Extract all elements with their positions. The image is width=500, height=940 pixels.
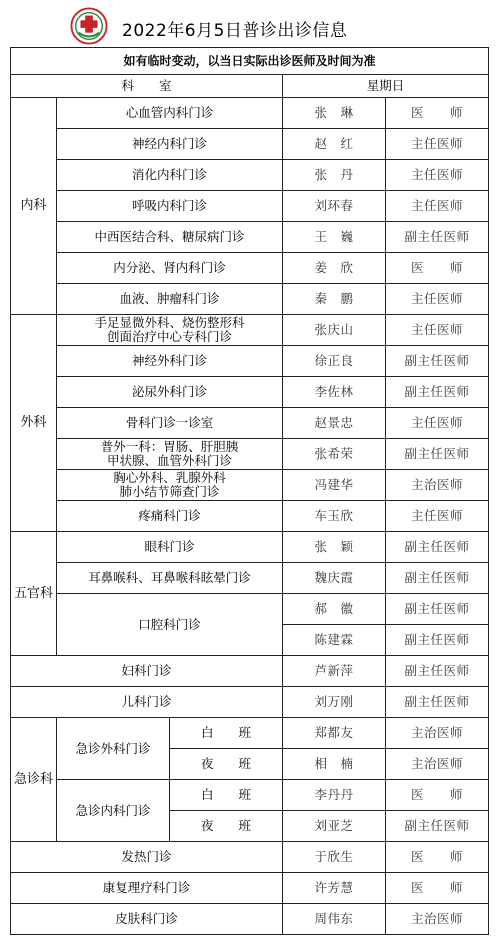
table-row [11,346,489,377]
category-waike: 外科 [11,315,57,532]
dept-name: 疼痛科门诊 [57,501,283,532]
table-row [11,842,489,873]
doctor-name: 周伟东 [283,904,386,935]
doctor-name: 李佐林 [283,377,386,408]
doctor-title: 主治医师 [386,749,489,780]
dept-name-line: 创面治疗中心专科门诊 [106,329,232,344]
doctor-name: 张 颖 [283,532,386,563]
doctor-title: 主任医师 [386,408,489,439]
doctor-title: 医 师 [386,253,489,284]
doctor-title: 医 师 [386,842,489,873]
header-row [11,75,489,98]
dept-name: 血液、肿瘤科门诊 [57,284,283,315]
doctor-title: 副主任医师 [386,439,489,470]
doctor-title: 主任医师 [386,160,489,191]
doctor-name: 冯建华 [283,470,386,501]
dept-name: 儿科门诊 [11,687,283,718]
table-row [11,656,489,687]
dept-name-line: 甲状腺、血管外科门诊 [106,453,232,468]
doctor-title: 副主任医师 [386,222,489,253]
doctor-name: 刘亚芝 [283,811,386,842]
dept-name: 皮肤科门诊 [11,904,283,935]
table-row [11,253,489,284]
doctor-name: 秦 鹏 [283,284,386,315]
dept-name: 急诊内科门诊 [75,802,151,818]
shift-label-night: 夜 班 [200,756,251,771]
doctor-name: 刘万刚 [283,687,386,718]
doctor-title: 主治医师 [386,718,489,749]
doctor-title: 主任医师 [386,315,489,346]
dept-name-line: 手足显微外科、烧伤整形科 [94,315,245,330]
doctor-title: 副主任医师 [386,594,489,625]
category-neike: 内科 [11,98,57,315]
doctor-name: 相 楠 [283,749,386,780]
dept-name: 发热门诊 [11,842,283,873]
doctor-name: 许芳慧 [283,873,386,904]
shift-label-night: 夜 班 [200,818,251,833]
dept-name: 口腔科门诊 [57,594,283,656]
doctor-name: 于欣生 [283,842,386,873]
dept-name: 妇科门诊 [11,656,283,687]
doctor-title: 主任医师 [386,284,489,315]
doctor-title: 副主任医师 [386,625,489,656]
doctor-name: 车玉欣 [283,501,386,532]
doctor-title: 副主任医师 [386,377,489,408]
table-row [11,563,489,594]
doctor-title: 主任医师 [386,191,489,222]
doctor-title: 主治医师 [386,470,489,501]
column-header-weekday: 星期日 [283,75,489,98]
table-row [11,160,489,191]
dept-name: 急诊外科门诊 [75,740,151,756]
notice-row [11,48,489,75]
doctor-name: 芦新萍 [283,656,386,687]
shift-column [169,718,282,779]
table-row [11,501,489,532]
doctor-name: 徐正良 [283,346,386,377]
table-row [11,470,489,501]
doctor-name: 陈建霖 [283,625,386,656]
doctor-title: 副主任医师 [386,563,489,594]
doctor-title: 主任医师 [386,129,489,160]
dept-name: 眼科门诊 [57,532,283,563]
table-row [11,687,489,718]
dept-name: 神经外科门诊 [57,346,283,377]
doctor-name: 刘环春 [283,191,386,222]
notice-text: 如有临时变动，以当日实际出诊医师及时间为准 [11,48,489,75]
dept-name-line: 普外一科：胃肠、肝胆胰 [100,439,239,454]
table-row [11,594,489,625]
dept-name: 中西医结合科、糖尿病门诊 [57,222,283,253]
category-jizhen: 急诊科 [11,718,57,842]
doctor-title: 副主任医师 [386,687,489,718]
table-row [11,129,489,160]
dept-name: 神经内科门诊 [57,129,283,160]
doctor-name: 张 琳 [283,98,386,129]
dept-name: 消化内科门诊 [57,160,283,191]
dept-name [57,470,283,501]
doctor-title: 主任医师 [386,501,489,532]
doctor-name: 张庆山 [283,315,386,346]
dept-name: 耳鼻喉科、耳鼻喉科眩晕门诊 [57,563,283,594]
doctor-name: 张希荣 [283,439,386,470]
hospital-emblem-icon [70,7,108,45]
table-row [11,873,489,904]
doctor-title: 医 师 [386,98,489,129]
table-row [11,718,489,749]
table-row [11,222,489,253]
doctor-name: 王 巍 [283,222,386,253]
table-row [11,408,489,439]
doctor-title: 副主任医师 [386,532,489,563]
doctor-title: 主治医师 [386,904,489,935]
table-row [11,315,489,346]
shift-column [169,780,282,841]
page-title: 2022年6月5日普诊出诊信息 [122,21,348,41]
shift-label-day: 白 班 [170,780,282,811]
table-row [11,191,489,222]
column-header-department: 科 室 [11,75,283,98]
table-row [11,439,489,470]
doctor-title: 医 师 [386,873,489,904]
dept-name: 康复理疗科门诊 [11,873,283,904]
dept-emergency-internal [57,780,283,842]
table-row [11,904,489,935]
dept-name [57,315,283,346]
doctor-name: 郑都友 [283,718,386,749]
dept-name [57,439,283,470]
shift-label-day: 白 班 [170,718,282,749]
category-wuguan: 五官科 [11,532,57,656]
dept-emergency-surgery [57,718,283,780]
table-row [11,98,489,129]
doctor-title: 副主任医师 [386,811,489,842]
doctor-name: 姜 欣 [283,253,386,284]
doctor-title: 医 师 [386,780,489,811]
table-row [11,780,489,811]
table-row [11,284,489,315]
dept-name: 内分泌、肾内科门诊 [57,253,283,284]
doctor-name: 赵景忠 [283,408,386,439]
title-bar [10,7,488,47]
schedule-table [10,47,489,935]
doctor-name: 赵 红 [283,129,386,160]
dept-name-line: 肺小结节筛查门诊 [119,484,220,499]
doctor-title: 副主任医师 [386,346,489,377]
doctor-name: 李丹丹 [283,780,386,811]
dept-name: 骨科门诊一诊室 [57,408,283,439]
doctor-name: 魏庆霞 [283,563,386,594]
table-row [11,532,489,563]
dept-name-line: 胸心外科、乳腺外科 [113,470,226,485]
dept-name: 心血管内科门诊 [57,98,283,129]
doctor-title: 副主任医师 [386,656,489,687]
dept-name: 呼吸内科门诊 [57,191,283,222]
doctor-name: 郝 徽 [283,594,386,625]
dept-name: 泌尿外科门诊 [57,377,283,408]
doctor-name: 张 丹 [283,160,386,191]
table-row [11,377,489,408]
